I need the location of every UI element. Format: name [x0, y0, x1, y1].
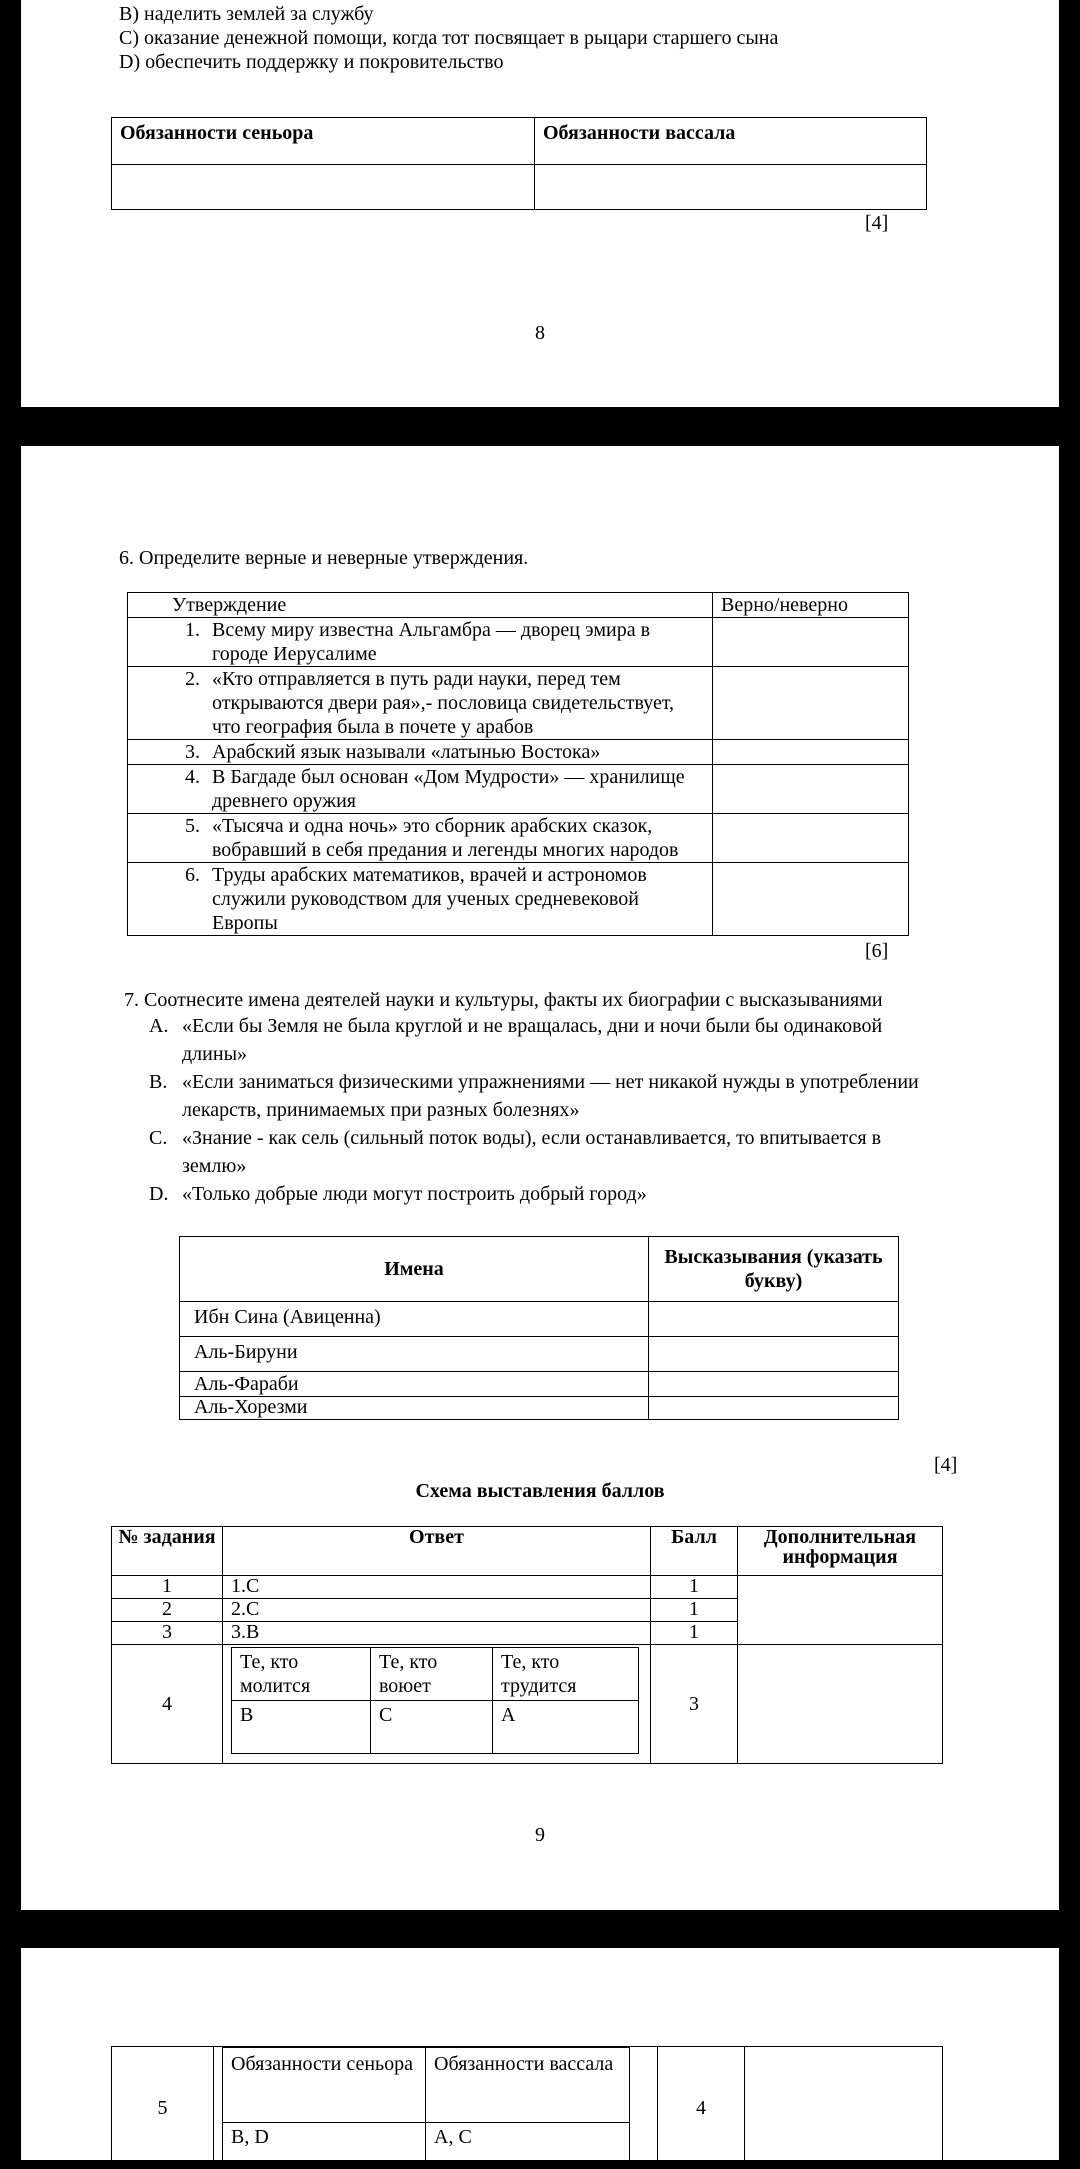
page-10 — [21, 1948, 1059, 2160]
estate-header: Те, кто воюет — [371, 1648, 493, 1701]
duties-table — [111, 117, 927, 210]
q7-header-names: Имена — [180, 1237, 649, 1302]
estate-header: Те, кто трудится — [493, 1648, 639, 1701]
option-b: B) наделить землей за службу — [119, 3, 374, 25]
duties-value: B, D — [223, 2123, 426, 2168]
q7-quotes — [149, 1014, 919, 1210]
answer-row4 — [223, 1645, 651, 1764]
page-number: 8 — [535, 322, 545, 344]
q6-row — [128, 667, 713, 740]
quote-text-cont: длины» — [182, 1043, 247, 1065]
score: 1 — [651, 1576, 738, 1599]
statement-text: Арабский язык называли «латынью Востока» — [212, 741, 601, 763]
option-d: D) обеспечить поддержку и покровительство — [119, 51, 504, 73]
duties-answer-table — [222, 2047, 630, 2168]
q7-table — [179, 1236, 899, 1420]
quote-letter: D. — [149, 1183, 169, 1205]
row-number: 3. — [185, 741, 200, 763]
header-vassal: Обязанности вассала — [535, 118, 927, 165]
q6-title: 6. Определите верные и неверные утверждения. — [119, 547, 529, 569]
row-number: 6. — [185, 864, 200, 886]
quote-text: «Знание - как сель (сильный поток воды), если останавливается, то впитывается в — [182, 1127, 882, 1149]
name-cell: Аль-Фараби — [180, 1372, 649, 1397]
quote-text: «Если бы Земля не была круглой и не вращалась, дни и ночи были бы одинаковой — [182, 1015, 883, 1037]
quote-letter: A. — [149, 1015, 169, 1037]
scheme-header-number: № задания — [112, 1527, 223, 1576]
duties-header: Обязанности вассала — [426, 2048, 630, 2123]
verdict-cell[interactable] — [713, 863, 909, 936]
estate-value: B — [232, 1701, 371, 1754]
score: 4 — [658, 2047, 745, 2169]
q6-table — [127, 592, 909, 936]
q6-header-statement: Утверждение — [128, 593, 713, 618]
cell-vassal — [535, 165, 927, 210]
quote-text: «Только добрые люди могут построить добрый город» — [182, 1183, 647, 1205]
q7-title: 7. Соотнесите имена деятелей науки и культуры, факты их биографии с высказываниями — [124, 989, 883, 1011]
quote-letter: C. — [149, 1127, 168, 1149]
q6-score: [6] — [865, 940, 889, 962]
name-cell: Аль-Бируни — [180, 1337, 649, 1372]
info-cell — [738, 1576, 943, 1645]
statement-text: Труды арабских математиков, врачей и астрономов служили руководством для ученых средневековой Европы — [212, 864, 647, 934]
quote-letter: B. — [149, 1071, 168, 1093]
answer-cell[interactable] — [649, 1397, 899, 1420]
scheme-header-score: Балл — [651, 1527, 738, 1576]
answer: 1.C — [223, 1576, 651, 1599]
scheme-header-info: Дополнительная информация — [738, 1527, 943, 1576]
q6-row — [128, 765, 713, 814]
answer-cell[interactable] — [649, 1337, 899, 1372]
estates-table — [231, 1647, 639, 1754]
verdict-cell[interactable] — [713, 667, 909, 740]
answer-cell[interactable] — [649, 1372, 899, 1397]
name-cell: Ибн Сина (Авиценна) — [180, 1302, 649, 1337]
info-cell — [745, 2047, 943, 2169]
score-label: [4] — [865, 212, 889, 234]
quote-text-cont: лекарств, принимаемых при разных болезнях» — [182, 1099, 580, 1121]
duties-value: A, C — [426, 2123, 630, 2168]
q6-row — [128, 814, 713, 863]
q6-row — [128, 618, 713, 667]
statement-text: Всему миру известна Альгамбра — дворец эмира в городе Иерусалиме — [212, 619, 651, 665]
verdict-cell[interactable] — [713, 814, 909, 863]
scheme-header-answer: Ответ — [223, 1527, 651, 1576]
answer: 2.C — [223, 1599, 651, 1622]
estate-value: C — [371, 1701, 493, 1754]
statement-text: В Багдаде был основан «Дом Мудрости» — хранилище древнего оружия — [212, 766, 685, 812]
page-8 — [21, 0, 1059, 407]
score: 1 — [651, 1622, 738, 1645]
verdict-cell[interactable] — [713, 740, 909, 765]
statement-text: «Тысяча и одна ночь» это сборник арабских сказок, вобравший в себя предания и легенды многих народов — [212, 815, 679, 861]
page-number: 9 — [535, 1824, 545, 1846]
page-9 — [21, 446, 1059, 1910]
q6-row — [128, 740, 713, 765]
task-number: 4 — [112, 1645, 223, 1764]
answer-cell[interactable] — [649, 1302, 899, 1337]
estate-value: A — [493, 1701, 639, 1754]
score: 3 — [651, 1645, 738, 1764]
quote-text-cont: землю» — [182, 1155, 247, 1177]
option-c: C) оказание денежной помощи, когда тот посвящает в рыцари старшего сына — [119, 27, 779, 49]
task-number: 5 — [112, 2047, 214, 2169]
scheme-table — [111, 1526, 943, 1764]
scheme-table-continued — [111, 2046, 943, 2169]
q6-row — [128, 863, 713, 936]
name-cell: Аль-Хорезми — [180, 1397, 649, 1420]
task-number: 1 — [112, 1576, 223, 1599]
scheme-title: Схема выставления баллов — [415, 1480, 665, 1502]
q7-header-quotes: Высказывания (указать букву) — [649, 1237, 899, 1302]
row-number: 2. — [185, 668, 200, 690]
row-number: 5. — [185, 815, 200, 837]
task-number: 3 — [112, 1622, 223, 1645]
verdict-cell[interactable] — [713, 765, 909, 814]
score: 1 — [651, 1599, 738, 1622]
answer-row5 — [214, 2047, 658, 2169]
row-number: 1. — [185, 619, 200, 641]
cell-seigneur — [112, 165, 535, 210]
estate-header: Те, кто молится — [232, 1648, 371, 1701]
verdict-cell[interactable] — [713, 618, 909, 667]
q7-score: [4] — [934, 1454, 958, 1476]
q6-header-verdict: Верно/неверно — [713, 593, 909, 618]
task-number: 2 — [112, 1599, 223, 1622]
quote-text: «Если заниматься физическими упражнениями — нет никакой нужды в употреблении — [182, 1071, 919, 1093]
header-seigneur: Обязанности сеньора — [112, 118, 535, 165]
row-number: 4. — [185, 766, 200, 788]
answer: 3.B — [223, 1622, 651, 1645]
duties-header: Обязанности сеньора — [223, 2048, 426, 2123]
info-cell — [738, 1645, 943, 1764]
statement-text: «Кто отправляется в путь ради науки, перед тем открываются двери рая»,- пословица свидетельствует, что география была в почете у арабов — [212, 668, 675, 738]
